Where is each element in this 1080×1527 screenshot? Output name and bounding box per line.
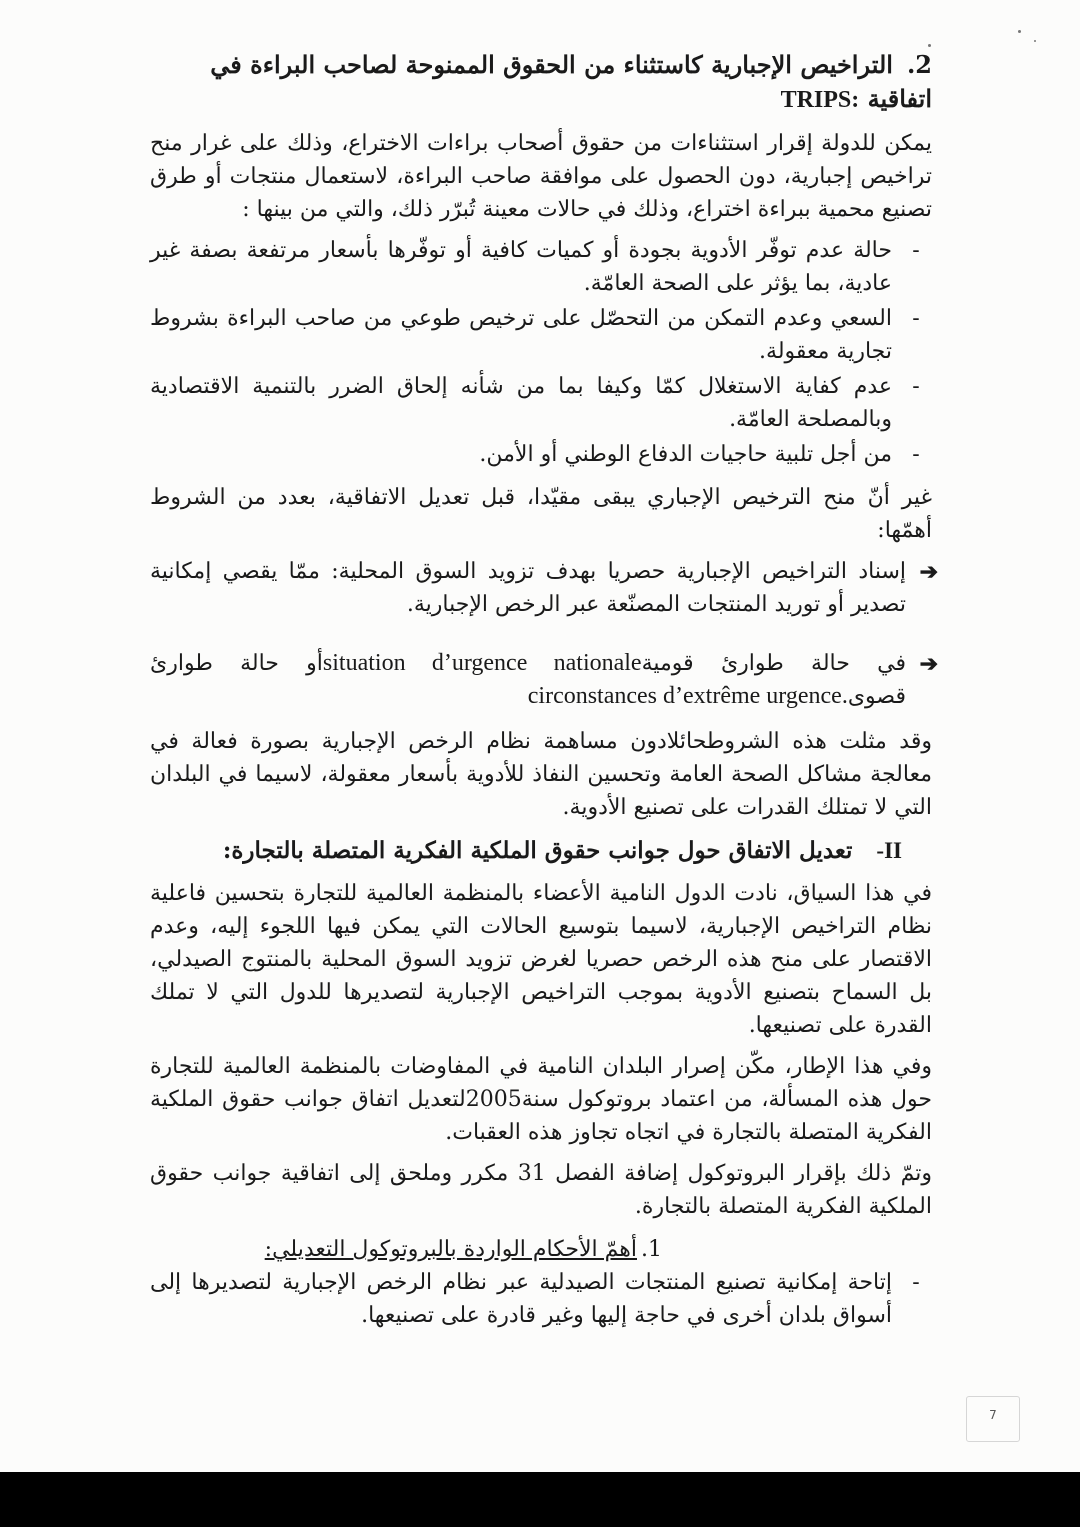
document-body (150, 48, 938, 1342)
scan-speck (928, 44, 931, 47)
section-ii-heading (150, 834, 932, 867)
list-item (150, 438, 932, 471)
subheading-number: 1. (641, 1237, 662, 1262)
list-item (150, 1266, 932, 1332)
heading-number: 2. (906, 50, 932, 79)
cases-list (150, 234, 932, 471)
scan-speck (1018, 30, 1021, 33)
heading-text-line2: اتفاقية (867, 84, 932, 113)
condition-latin-term: situation d’urgence nationale (322, 650, 642, 676)
dash-bullet: - (912, 306, 920, 331)
list-item-text: حالة عدم توفّر الأدوية بجودة أو كميات كافية أو توفّرها بأسعار مرتفعة بصفة غير عادية، بما يؤثر على الصحة العامّة. (150, 238, 892, 296)
heading-text-line1: التراخيص الإجبارية كاستثناء من الحقوق الممنوحة لصاحب البراءة في (210, 50, 893, 79)
intro-paragraph: يمكن للدولة إقرار استثناءات من حقوق أصحاب براءات الاختراع، وذلك على غرار منح تراخيص إجبارية، دون الحصول على موافقة صاحب البراءة، لاستعمال منتجات أو طرق تصنيع محمية ببراءة اختراع، وذلك في حالات معينة تُبرّر ذلك، والتي من بينها : (150, 131, 932, 222)
list-item-text: من أجل تلبية حاجيات الدفاع الوطني أو الأمن. (479, 442, 892, 467)
condition-item-text: في حالة طوارئ قومية (641, 651, 906, 676)
dash-bullet: - (912, 374, 920, 399)
section-ii-paragraph: في هذا السياق، نادت الدول النامية الأعضاء بالمنظمة العالمية للتجارة بتحسين فاعلية نظام التراخيص الإجبارية، لاسيما بتوسيع الحالات التي يمكن فيها اللجوء إليه، وعدم الاقتصار على منح هذه الرخص حصريا لغرض تزويد السوق المحلية بالمنتوج الصيدلي، بل السماح بتصنيع الأدوية بموجب التراخيص الإجبارية لتصديرها للدول التي لا تملك القدرة على تصنيعها. (150, 881, 932, 1038)
dash-bullet: - (912, 442, 920, 467)
section-ii-paragraph: وتمّ ذلك بإقرار البروتوكول إضافة الفصل 31 مكرر وملحق إلى اتفاقية جوانب حقوق الملكية الفكرية المتصلة بالتجارة. (150, 1161, 932, 1219)
condition-latin-term: circonstances d’extrême urgence. (527, 683, 848, 709)
list-item (150, 370, 932, 436)
heading-trips: TRIPS: (780, 87, 860, 113)
subheading (150, 1233, 932, 1266)
dash-bullet: - (912, 1270, 920, 1295)
section-title: تعديل الاتفاق حول جوانب حقوق الملكية الفكرية المتصلة بالتجارة: (222, 837, 853, 864)
condition-item (150, 555, 938, 621)
conditions-intro: غير أنّ منح الترخيص الإجباري يبقى مقيّدا، قبل تعديل الاتفاقية، بعدد من الشروط أهمّها: (150, 485, 932, 543)
provisions-list (150, 1266, 932, 1332)
dash-bullet: - (912, 238, 920, 263)
list-item-text: السعي وعدم التمكن من التحصّل على ترخيص طوعي من صاحب البراءة بشروط تجارية معقولة. (150, 306, 892, 364)
section-ii-paragraph: وفي هذا الإطار، مكّن إصرار البلدان النامية في المفاوضات بالمنظمة العالمية للتجارة حول هذه المسألة، من اعتماد بروتوكول سنة2005لتعديل اتفاق جوانب حقوق الملكية الفكرية المتصلة بالتجارة في اتجاه تجاوز هذه العقبات. (150, 1054, 932, 1145)
arrow-bullet-icon: ➔ (919, 559, 938, 585)
page-number: 7 (966, 1396, 1020, 1442)
condition-item (150, 647, 938, 713)
conditions-effect: وقد مثلت هذه الشروطحائلادون مساهمة نظام الرخص الإجبارية بصورة فعالة في معالجة مشاكل الصحة العامة وتحسين النفاذ للأدوية بأسعار معقولة، لاسيما في البلدان التي لا تمتلك القدرات على تصنيع الأدوية. (150, 729, 932, 820)
condition-item-text: أو حالة طوارئ قصوى (150, 651, 906, 709)
list-item-text: عدم كفاية الاستغلال كمّا وكيفا بما من شأنه إلحاق الضرر بالتنمية الاقتصادية وبالمصلحة العامّة. (150, 374, 892, 432)
list-item (150, 302, 932, 368)
list-item (150, 234, 932, 300)
bottom-black-bar (0, 1472, 1080, 1527)
arrow-bullet-icon: ➔ (919, 651, 938, 677)
section-heading (150, 48, 932, 117)
subheading-text: أهمّ الأحكام الواردة بالبروتوكول التعديلي: (264, 1237, 637, 1262)
condition-item-text: إسناد التراخيص الإجبارية حصريا بهدف تزويد السوق المحلية: ممّا يقصي إمكانية تصدير أو توريد المنتجات المصنّعة عبر الرخص الإجبارية. (150, 559, 906, 617)
list-item-text: إتاحة إمكانية تصنيع المنتجات الصيدلية عبر نظام الرخص الإجبارية لتصديرها إلى أسواق بلدان أخرى في حاجة إليها وغير قادرة على تصنيعها. (150, 1270, 892, 1328)
section-numeral: II- (876, 838, 902, 863)
scan-speck (1034, 40, 1036, 42)
